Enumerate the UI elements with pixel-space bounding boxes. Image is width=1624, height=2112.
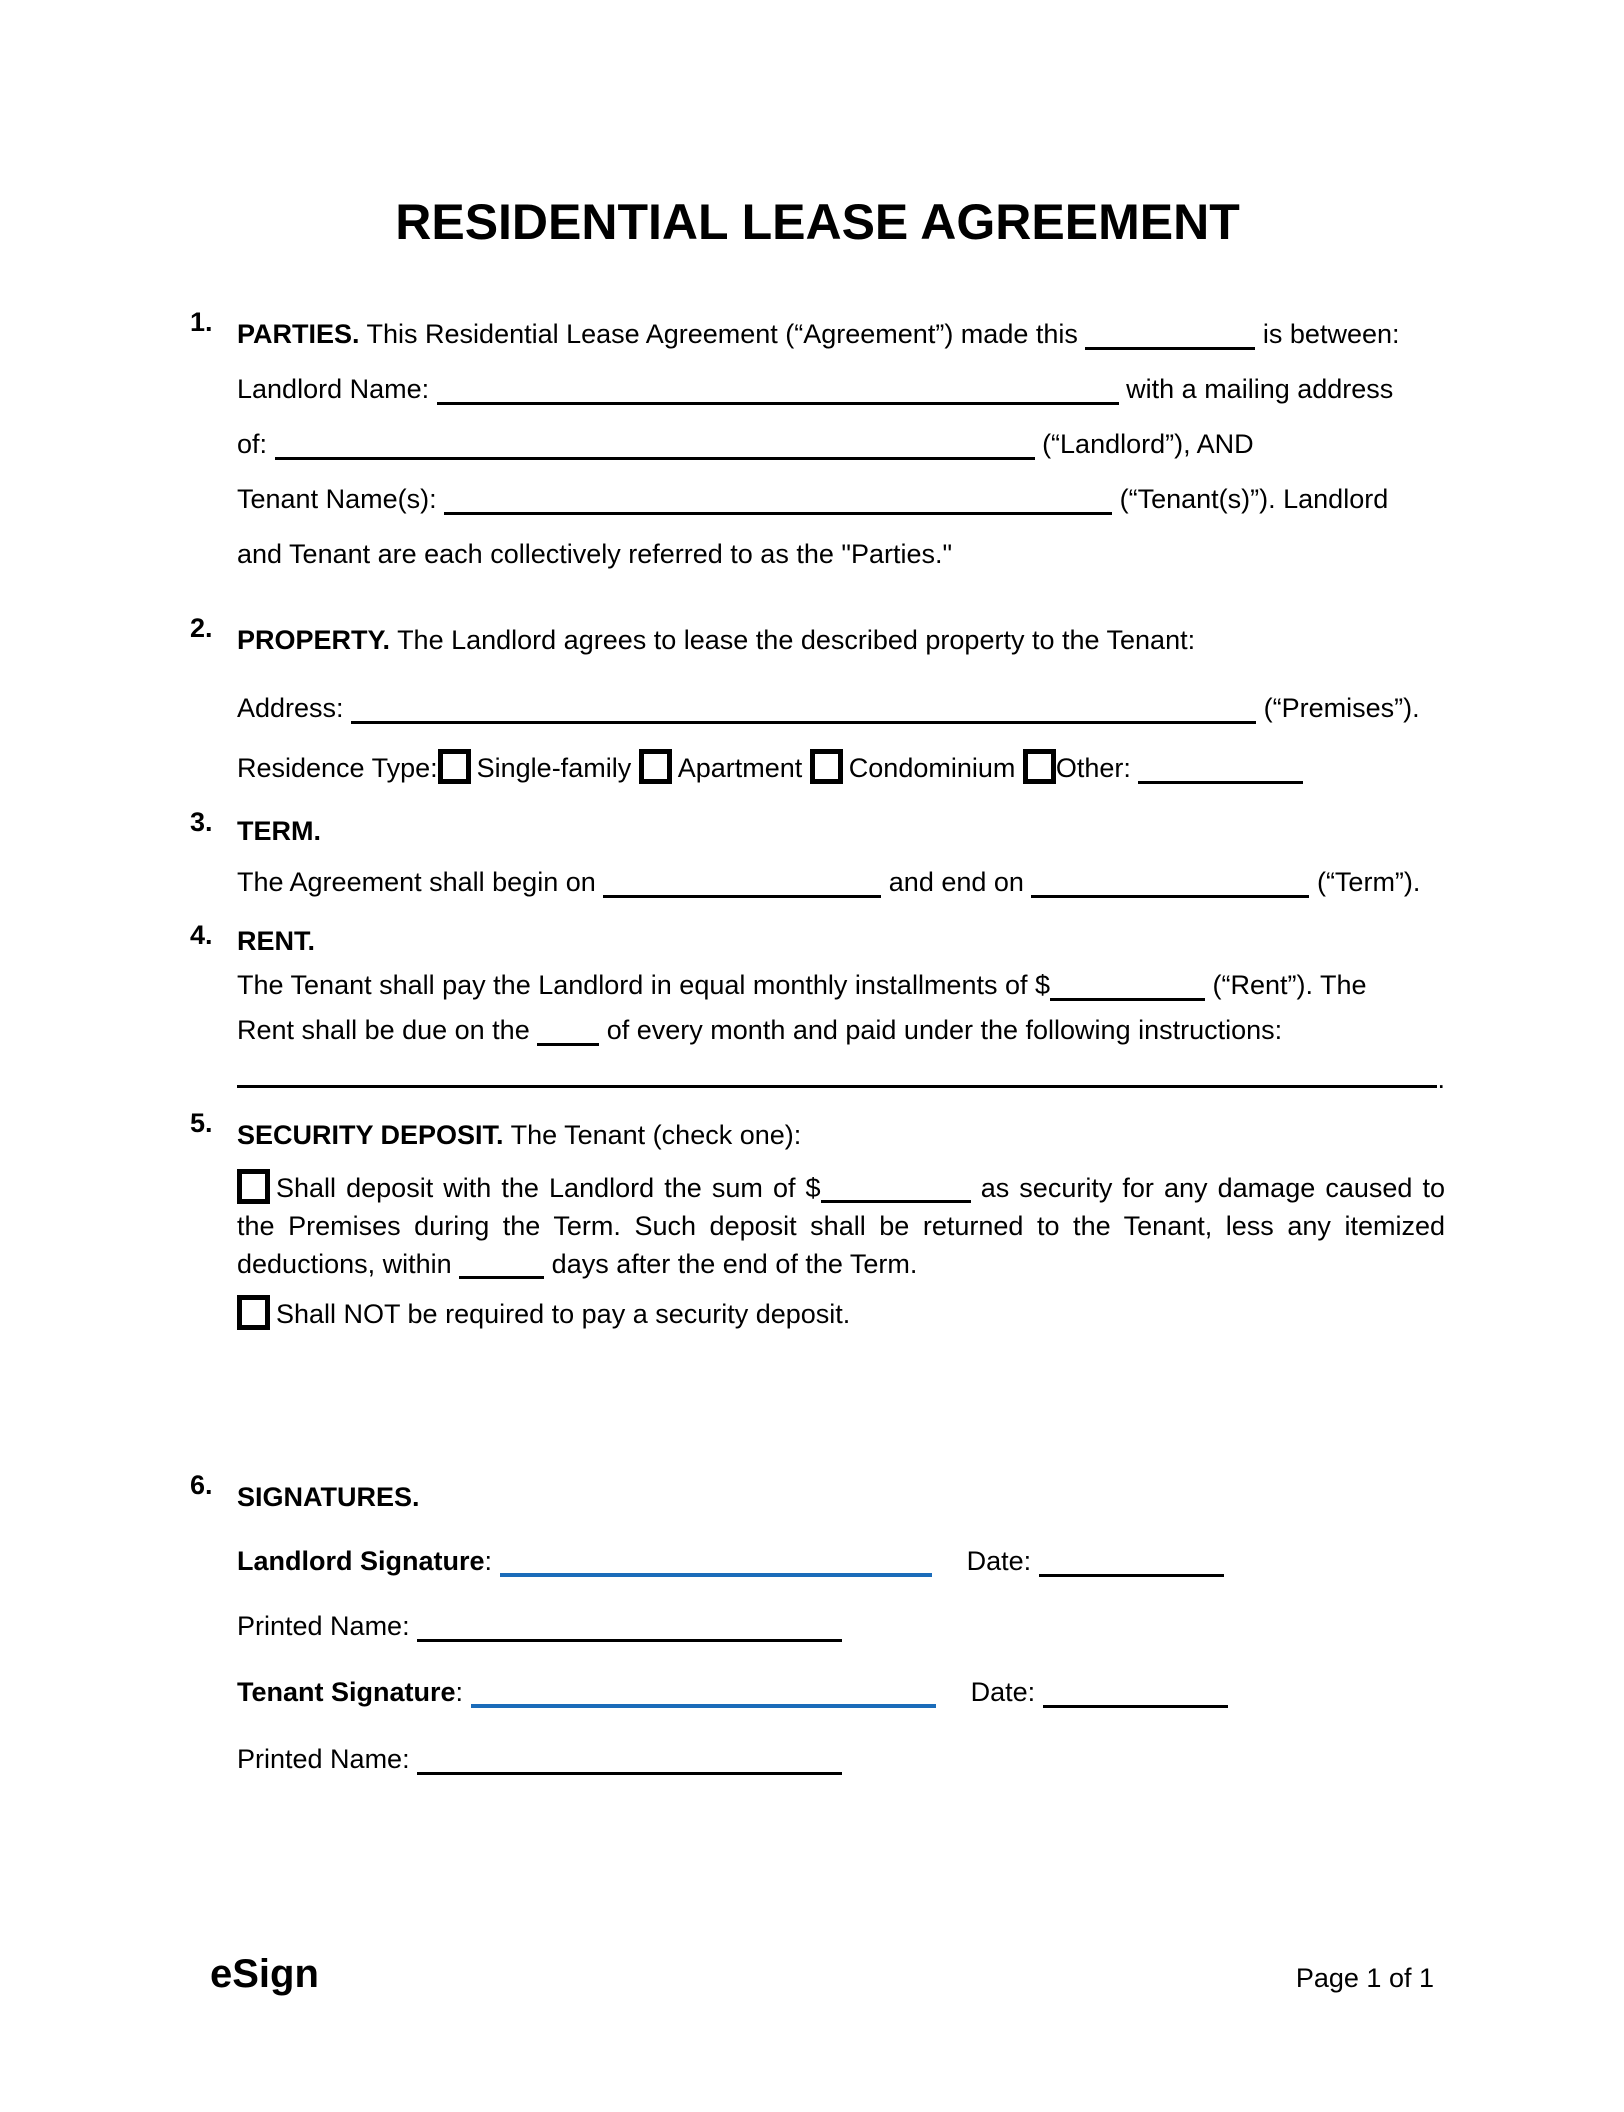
payment-instructions-line <box>237 1055 1445 1095</box>
rent-heading: RENT. <box>237 926 316 956</box>
tenant-name-label: Tenant Name(s): <box>237 484 437 514</box>
apartment-checkbox[interactable] <box>639 749 672 784</box>
tenant-printed-name-label: Printed Name: <box>237 1744 410 1774</box>
esign-logo: eSign <box>210 1952 319 1996</box>
section-number: 6. <box>190 1470 213 1500</box>
other-residence-field[interactable] <box>1138 751 1303 784</box>
property-address-line <box>237 681 1445 736</box>
landlord-printed-name-line <box>237 1601 1445 1651</box>
landlord-date-field[interactable] <box>1039 1544 1224 1577</box>
term-end-date-field[interactable] <box>1031 865 1309 898</box>
parties-line-4-tail: (“Tenant(s)”). Landlord <box>1119 484 1389 514</box>
security-deposit-heading: SECURITY DEPOSIT. <box>237 1120 504 1150</box>
colon: : <box>484 1546 493 1576</box>
deposit-option-1-text: Shall deposit with the Landlord the sum of $ <box>276 1173 821 1203</box>
landlord-signature-label: Landlord Signature <box>237 1546 485 1576</box>
single-family-label: Single-family <box>476 753 632 783</box>
tenant-printed-name-field[interactable] <box>417 1742 842 1775</box>
rent-amount-text: The Tenant shall pay the Landlord in equal monthly installments of $ <box>237 970 1051 1000</box>
parties-line-5: and Tenant are each collectively referred to as the "Parties." <box>237 539 953 569</box>
rent-amount-field[interactable] <box>1050 968 1205 1001</box>
security-deposit-intro: The Tenant (check one): <box>510 1120 802 1150</box>
parties-line-2 <box>237 362 1445 417</box>
signatures-heading: SIGNATURES. <box>237 1482 420 1512</box>
tenant-name-field[interactable] <box>444 482 1112 515</box>
colon: : <box>455 1677 464 1707</box>
line-period: . <box>1437 1064 1445 1094</box>
security-deposit-heading-line <box>237 1108 1445 1163</box>
parties-line-4 <box>237 472 1445 527</box>
section-signatures <box>190 1470 1445 1784</box>
section-number: 3. <box>190 807 213 837</box>
residence-type-label: Residence Type: <box>237 753 438 783</box>
tenant-signature-line <box>237 1667 1445 1717</box>
deposit-option-2-text: Shall NOT be required to pay a security deposit. <box>276 1299 851 1329</box>
apartment-label: Apartment <box>677 753 803 783</box>
tenant-signature-field[interactable] <box>471 1674 936 1708</box>
rent-line-2 <box>237 1008 1445 1053</box>
landlord-signature-field[interactable] <box>500 1543 932 1577</box>
parties-line-1-text: This Residential Lease Agreement (“Agreement”) made this <box>366 319 1078 349</box>
mailing-address-label: of: <box>237 429 268 459</box>
landlord-printed-name-field[interactable] <box>417 1609 842 1642</box>
address-field[interactable] <box>351 691 1256 724</box>
landlord-name-label: Landlord Name: <box>237 374 430 404</box>
term-line <box>237 855 1445 910</box>
landlord-printed-name-label: Printed Name: <box>237 1611 410 1641</box>
deposit-amount-field[interactable] <box>821 1174 971 1203</box>
parties-line-2-tail: with a mailing address <box>1126 374 1394 404</box>
condominium-checkbox[interactable] <box>810 749 843 784</box>
page-number: Page 1 of 1 <box>1295 1963 1434 1993</box>
parties-line-1-tail: is between: <box>1262 319 1400 349</box>
single-family-checkbox[interactable] <box>438 749 471 784</box>
term-start-date-field[interactable] <box>603 865 881 898</box>
tenant-signature-label: Tenant Signature <box>237 1677 456 1707</box>
term-heading: TERM. <box>237 816 321 846</box>
property-heading: PROPERTY. <box>237 625 391 655</box>
term-tail: (“Term”). <box>1316 867 1421 897</box>
parties-line-1 <box>237 307 1445 362</box>
landlord-signature-line <box>237 1536 1445 1586</box>
deposit-required-checkbox[interactable] <box>237 1169 270 1204</box>
rent-line-1 <box>237 963 1445 1008</box>
property-intro: The Landlord agrees to lease the described property to the Tenant: <box>397 625 1196 655</box>
landlord-name-field[interactable] <box>437 372 1119 405</box>
residence-type-line <box>237 741 1445 796</box>
payment-instructions-field[interactable] <box>237 1055 1437 1088</box>
landlord-date-label: Date: <box>966 1546 1032 1576</box>
rent-due-day-field[interactable] <box>537 1013 599 1046</box>
term-begin-text: The Agreement shall begin on <box>237 867 596 897</box>
deposit-option-1-mid: as security for any damage caused to the Premises during the Term. Such deposit shall be returned to the Tenant, less any itemized deductions, within <box>237 1173 1445 1279</box>
section-security-deposit <box>190 1108 1445 1333</box>
tenant-date-field[interactable] <box>1043 1675 1228 1708</box>
section-rent <box>190 920 1445 1095</box>
section-number: 4. <box>190 920 213 950</box>
no-deposit-checkbox[interactable] <box>237 1295 270 1330</box>
landlord-address-field[interactable] <box>275 427 1035 460</box>
section-term <box>190 807 1445 910</box>
parties-line-3-tail: (“Landlord”), AND <box>1042 429 1254 459</box>
section-number: 5. <box>190 1108 213 1138</box>
section-number: 2. <box>190 613 213 643</box>
tenant-date-label: Date: <box>970 1677 1036 1707</box>
term-end-text: and end on <box>888 867 1024 897</box>
section-parties <box>190 307 1445 582</box>
premises-tail: (“Premises”). <box>1263 693 1420 723</box>
section-number: 1. <box>190 307 213 337</box>
condominium-label: Condominium <box>848 753 1016 783</box>
rent-line-2-tail: of every month and paid under the following instructions: <box>606 1015 1283 1045</box>
other-checkbox[interactable] <box>1023 749 1056 784</box>
other-label: Other: <box>1055 753 1131 783</box>
document-title: RESIDENTIAL LEASE AGREEMENT <box>395 194 1240 250</box>
property-heading-line <box>237 613 1445 668</box>
parties-heading: PARTIES. <box>237 319 360 349</box>
deposit-return-days-field[interactable] <box>459 1250 544 1279</box>
deposit-option-1-post: days after the end of the Term. <box>551 1249 918 1279</box>
page-footer <box>210 1952 1434 1997</box>
made-this-date-field[interactable] <box>1085 317 1255 350</box>
rent-line-1-tail: (“Rent”). The <box>1212 970 1367 1000</box>
tenant-printed-name-line <box>237 1734 1445 1784</box>
parties-line-3 <box>237 417 1445 472</box>
rent-due-text: Rent shall be due on the <box>237 1015 530 1045</box>
deposit-option-2 <box>237 1295 1445 1333</box>
address-label: Address: <box>237 693 344 723</box>
deposit-option-1 <box>237 1169 1445 1283</box>
section-property <box>190 613 1445 796</box>
